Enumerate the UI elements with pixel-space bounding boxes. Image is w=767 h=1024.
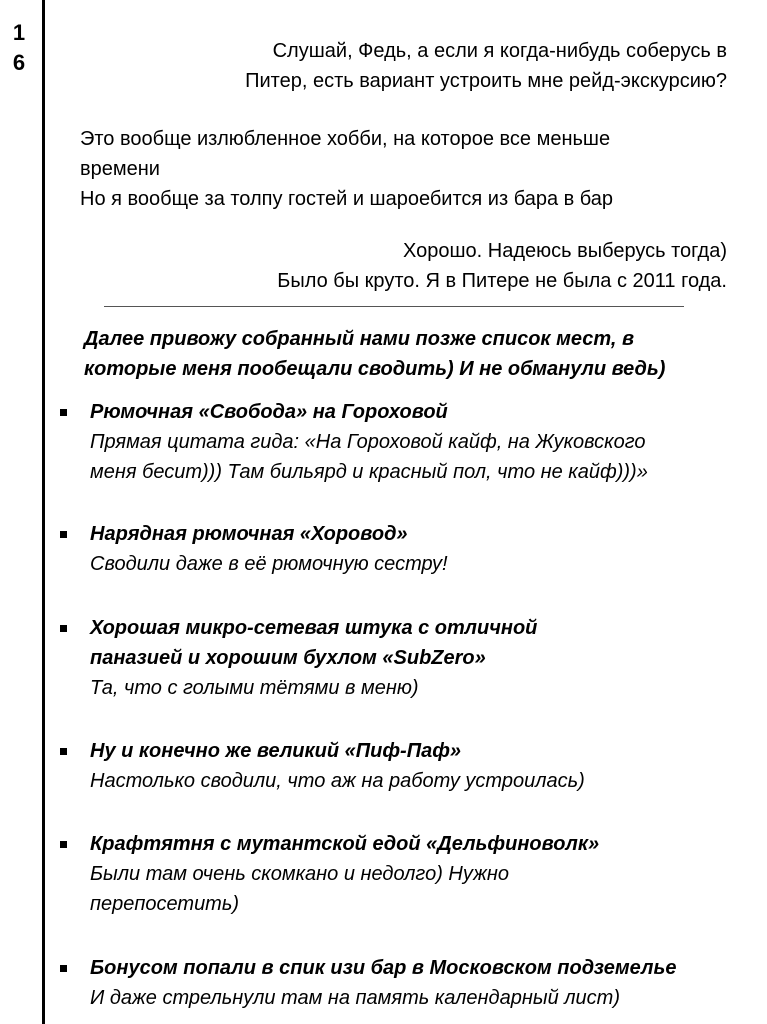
square-bullet-icon <box>60 409 67 416</box>
list-item-body <box>90 519 448 579</box>
list-item-title: Бонусом попали в спик изи бар в Московском подземелье <box>90 957 677 979</box>
list-intro <box>84 324 665 384</box>
square-bullet-icon <box>60 841 67 848</box>
page-number <box>6 18 32 78</box>
list-item-description: Сводили даже в её рюмочную сестру! <box>90 553 448 575</box>
list-item-body <box>90 397 648 487</box>
list-item-title: Хорошая микро-сетевая штука с отличной <box>90 617 538 639</box>
list-item-description: И даже стрельнули там на память календарный лист) <box>90 987 620 1009</box>
section-divider <box>104 306 684 307</box>
intro-line: которые меня пообещали сводить) И не обманули ведь) <box>84 358 666 380</box>
message-line: времени <box>80 158 160 180</box>
page-number-digit-1: 1 <box>12 20 26 45</box>
list-item-body <box>90 613 537 703</box>
chat-message-reply <box>80 124 613 214</box>
message-line: Слушай, Федь, а если я когда-нибудь соберусь в <box>272 40 727 62</box>
list-item-description: Были там очень скомкано и недолго) Нужно <box>90 863 509 885</box>
list-item-description: Прямая цитата гида: «На Гороховой кайф, на Жуковского <box>90 431 646 453</box>
list-item-title: Нарядная рюмочная «Хоровод» <box>90 523 408 545</box>
chat-message-question <box>245 36 727 96</box>
list-item-body <box>90 953 676 1013</box>
list-item-description: перепосетить) <box>90 893 240 915</box>
intro-line: Далее привожу собранный нами позже список мест, в <box>84 328 635 350</box>
list-item-title: паназией и хорошим бухлом «SubZero» <box>90 647 486 669</box>
chat-message-answer <box>277 236 727 296</box>
square-bullet-icon <box>60 748 67 755</box>
square-bullet-icon <box>60 965 67 972</box>
page-number-digit-2: 6 <box>12 50 26 75</box>
message-line: Было бы круто. Я в Питере не была с 2011 года. <box>277 270 727 292</box>
list-item-title: Крафтятня с мутантской едой «Дельфиноволк» <box>90 833 600 855</box>
list-item-body <box>90 829 599 919</box>
message-line: Это вообще излюбленное хобби, на которое все меньше <box>80 128 611 150</box>
list-item-description: меня бесит))) Там бильярд и красный пол, что не кайф)))» <box>90 461 648 483</box>
list-item-description: Настолько сводили, что аж на работу устроилась) <box>90 770 585 792</box>
list-item-body <box>90 736 585 796</box>
list-item-title: Ну и конечно же великий «Пиф-Паф» <box>90 740 462 762</box>
square-bullet-icon <box>60 625 67 632</box>
message-line: Но я вообще за толпу гостей и шароебится из бара в бар <box>80 188 614 210</box>
list-item-title: Рюмочная «Свобода» на Гороховой <box>90 401 448 423</box>
square-bullet-icon <box>60 531 67 538</box>
message-line: Хорошо. Надеюсь выберусь тогда) <box>402 240 727 262</box>
margin-rule <box>42 0 45 1024</box>
list-item-description: Та, что с голыми тётями в меню) <box>90 677 419 699</box>
message-line: Питер, есть вариант устроить мне рейд-экскурсию? <box>245 70 727 92</box>
